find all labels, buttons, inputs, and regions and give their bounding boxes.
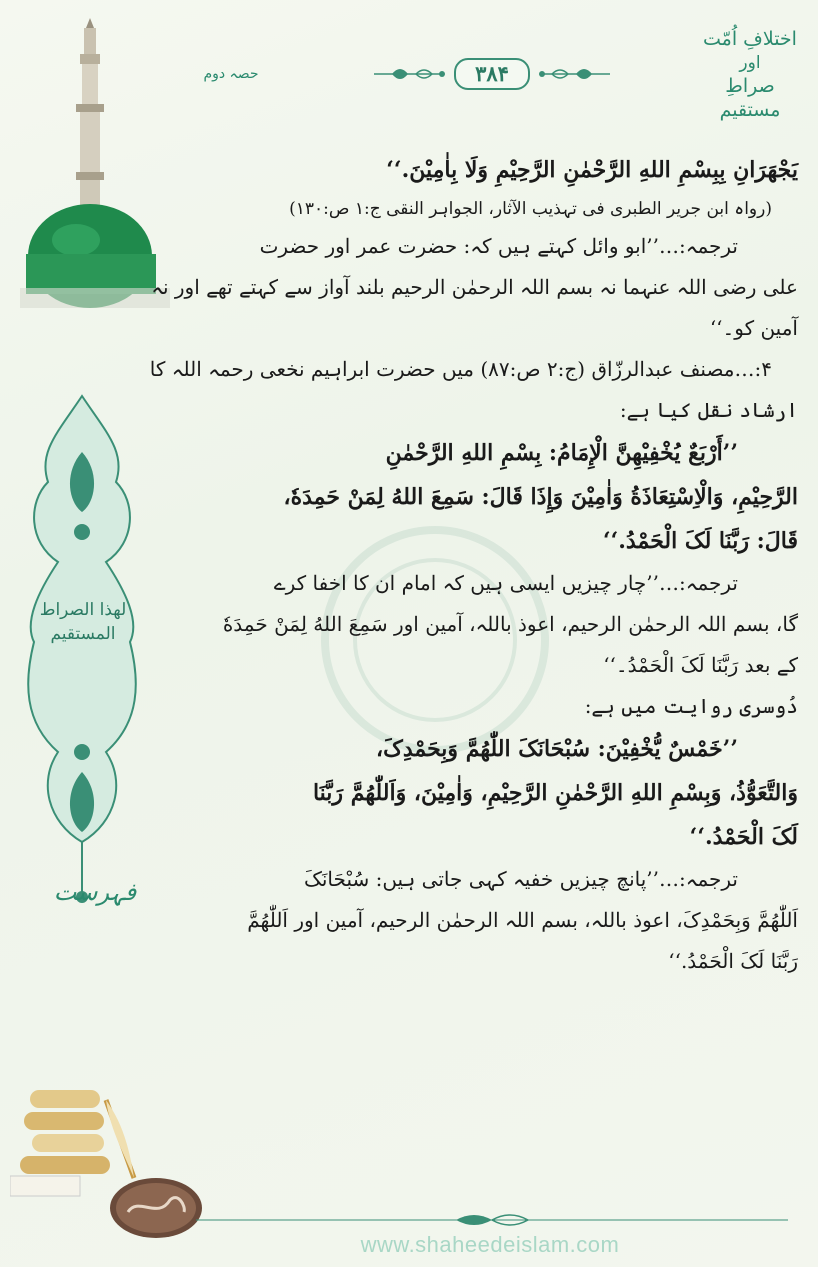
text-line: ۴:…مصنف عبدالرزّاق (ج:۲ ص:۸۷) میں حضرت ابراہیم نخعی رحمہ اللہ کا [149,357,772,381]
text-line: علی رضی اللہ عنہما نہ بسم اللہ الرحمٰن الرحیم بلند آواز سے کہتے تھے اور نہ [151,275,798,299]
index-link[interactable]: فہرست [53,878,137,906]
page-number-header [372,54,612,94]
section-label: حصہ دوم [203,66,259,82]
page-body [149,148,798,982]
seal-logo-image [108,1176,204,1240]
text-line: يَجْهَرَانِ بِبِسْمِ اللهِ الرَّحْمٰنِ الرَّحِيْمِ وَلَا بِاٰمِيْنَ.‘‘ [386,157,798,183]
decorative-side-panel [18,392,146,912]
book-title [696,26,804,122]
book-title-line2: اور [739,53,761,73]
text-line: گا، بسم اللہ الرحمٰن الرحیم، اعوذ باللہ، آمین اور سَمِعَ اللهُ لِمَنْ حَمِدَهٗ [222,612,798,636]
text-line: ارشاد نقل کیا ہے: [619,398,798,422]
green-dome-minaret-image [20,18,170,308]
arabic-quote-line: ’’أَرْبَعٌ يُخْفِيْهِنَّ الْإِمَامُ: بِسْمِ اللهِ الرَّحْمٰنِ [385,440,738,466]
text-line: ترجمہ:…’’پانچ چیزیں خفیہ کہی جاتی ہیں: سُبْحَانَکَ [303,867,738,891]
text-line: ترجمہ:…’’چار چیزیں ایسی ہیں کہ امام ان کا اخفا کرے [273,571,738,595]
text-line: آمین کو۔‘‘ [709,316,798,340]
book-title-line1: اختلافِ اُمّت [703,28,797,50]
arabic-quote-line: ’’خَمْسٌ يُّخْفِيْنَ: سُبْحَانَکَ اللّٰهُمَّ وَبِحَمْدِکَ، [376,736,738,762]
text-line: رَبَّنَا لَکَ الْحَمْدُ.‘‘ [668,949,798,973]
text-line: کے بعد رَبَّنَا لَکَ الْحَمْدُ۔‘‘ [603,653,798,677]
footer-ornament [186,1210,798,1230]
panel-calligraphy: لهذا الصراط المستقيم [39,600,127,644]
text-line: اَللّٰهُمَّ وَبِحَمْدِکَ، اعوذ باللہ، بسم اللہ الرحمٰن الرحیم، آمین اور اَللّٰهُمَّ [247,908,798,932]
website-url[interactable]: www.shaheedeislam.com [360,1232,620,1257]
left-ornament-icon [372,62,448,86]
text-line: دُوسری روایت میں ہے: [584,694,798,718]
text-line: ترجمہ:…’’ابو وائل کہتے ہیں کہ: حضرت عمر اور حضرت [259,234,738,258]
right-ornament-icon [536,62,612,86]
arabic-quote-line: وَالتَّعَوُّذُ، وَبِسْمِ اللهِ الرَّحْمٰنِ الرَّحِيْمِ، وَاٰمِيْنَ، وَاَللّٰهُمَّ رَبَّنَا [312,780,798,806]
arabic-quote-line: الرَّحِيْمِ، وَالْاِسْتِعَاذَةُ وَاٰمِيْنَ وَإِذَا قَالَ: سَمِعَ اللهُ لِمَنْ حَمِدَهٗ، [283,484,798,510]
reference-line: (رواہ ابن جریر الطبری فی تہذیب الآثار، الجواہر النقی ج:۱ ص:۱۳۰) [289,199,772,219]
book-title-line3: صراطِ مستقیم [719,75,781,121]
page-number: ۳۸۴ [454,58,530,90]
arabic-quote-line: لَکَ الْحَمْدُ.‘‘ [689,824,798,850]
arabic-quote-line: قَالَ: رَبَّنَا لَکَ الْحَمْدُ.‘‘ [602,528,798,554]
